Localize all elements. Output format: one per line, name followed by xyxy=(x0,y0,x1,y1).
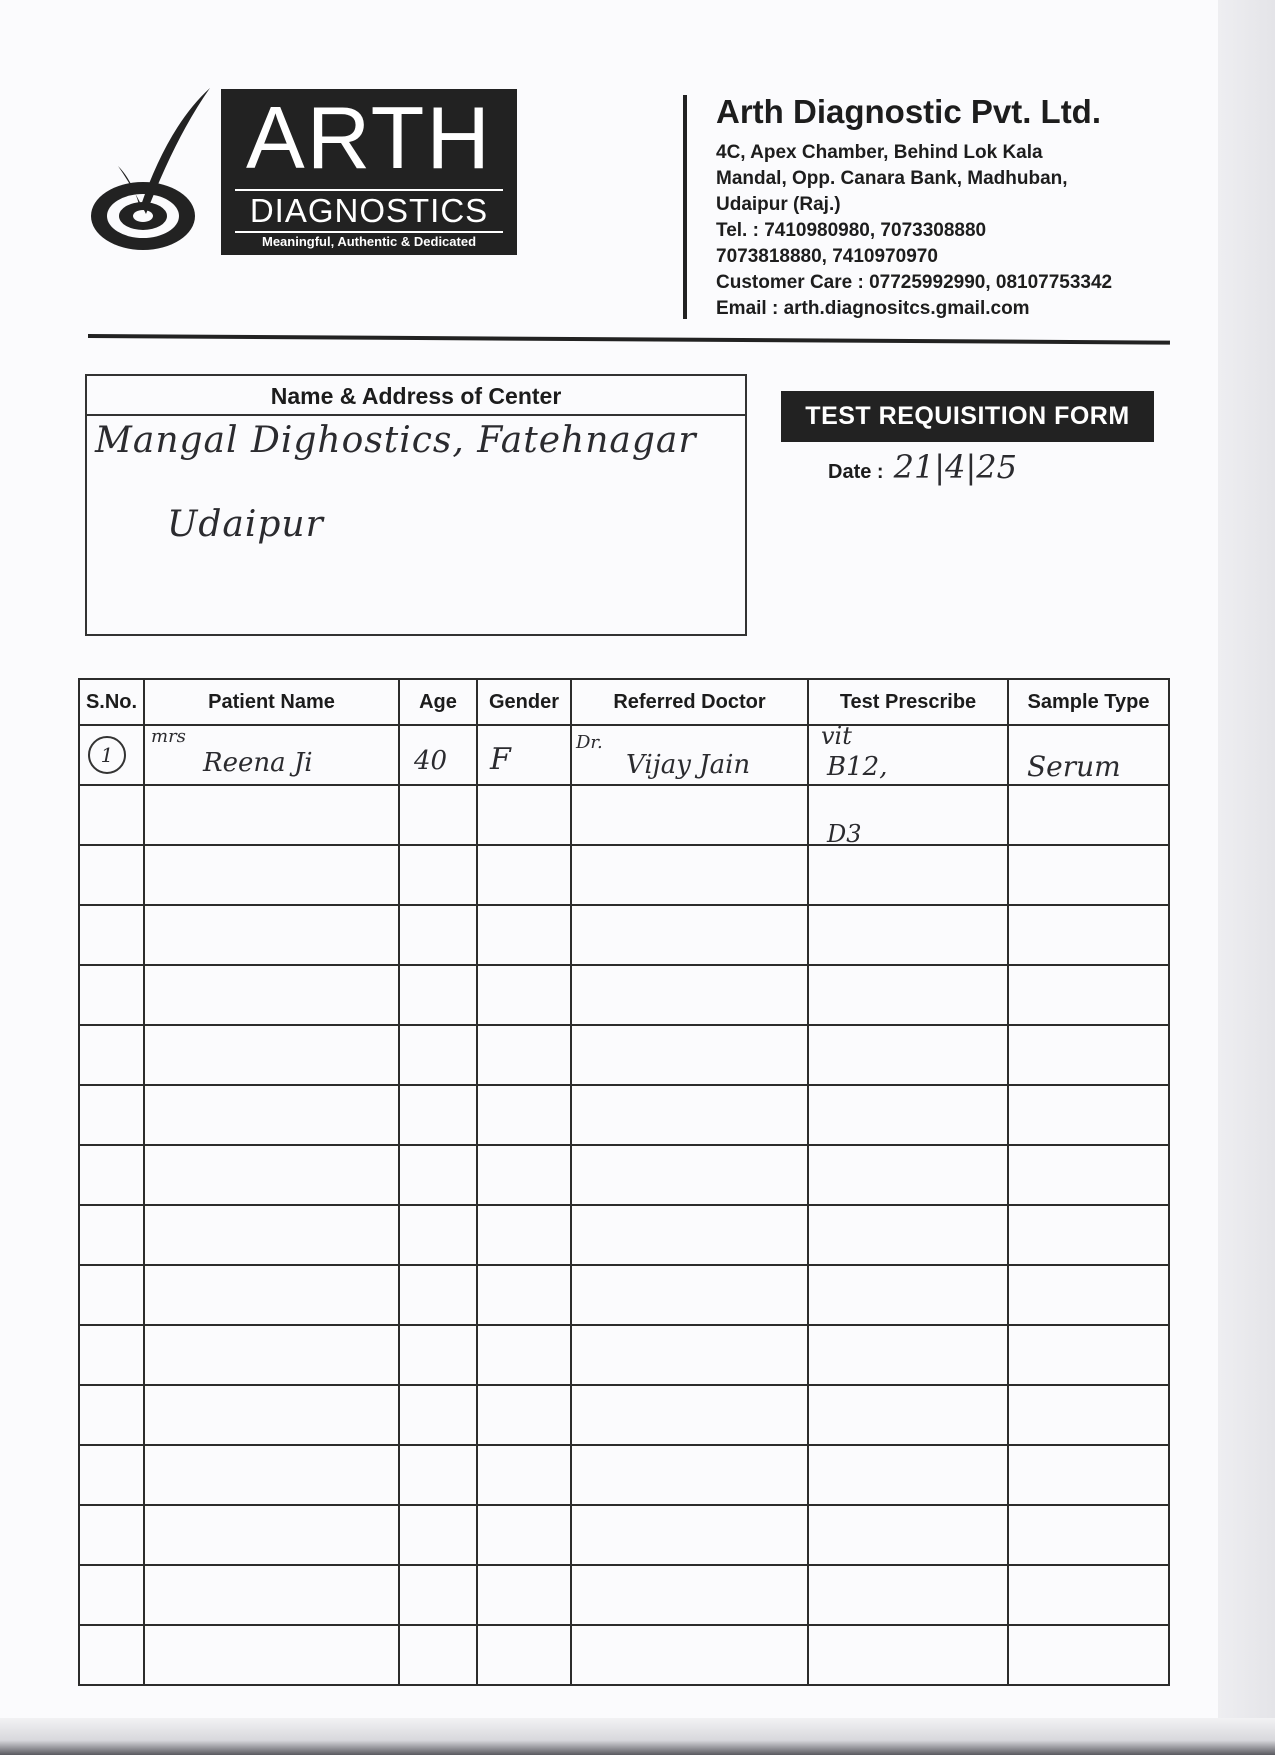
table-cell xyxy=(571,1445,808,1505)
email-line: Email : arth.diagnositcs.gmail.com xyxy=(716,298,1030,319)
table-row xyxy=(79,1565,1169,1625)
table-cell xyxy=(808,1085,1008,1145)
cell-age xyxy=(399,725,477,785)
table-cell xyxy=(808,845,1008,905)
table-cell xyxy=(808,1265,1008,1325)
table-cell xyxy=(571,1205,808,1265)
table-row xyxy=(79,725,1169,785)
table-cell xyxy=(399,845,477,905)
table-cell xyxy=(399,1565,477,1625)
cell-patient-name xyxy=(144,725,399,785)
table-cell xyxy=(477,1325,571,1385)
table-cell xyxy=(399,1265,477,1325)
table-cell xyxy=(808,1565,1008,1625)
test-line: vit xyxy=(821,722,852,750)
scan-edge xyxy=(0,1718,1275,1755)
company-info xyxy=(716,92,1112,322)
table-row xyxy=(79,1265,1169,1325)
table-cell xyxy=(571,845,808,905)
table-cell xyxy=(144,1265,399,1325)
table-cell xyxy=(571,965,808,1025)
table-cell xyxy=(477,1625,571,1685)
table-cell xyxy=(477,1385,571,1445)
table-cell xyxy=(1008,1145,1169,1205)
column-header: S.No. xyxy=(79,679,144,725)
company-name: Arth Diagnostic Pvt. Ltd. xyxy=(716,93,1102,130)
table-header-row xyxy=(79,679,1169,725)
table-cell xyxy=(808,1385,1008,1445)
table-cell xyxy=(477,1445,571,1505)
table-cell xyxy=(808,1025,1008,1085)
table-cell xyxy=(144,1445,399,1505)
doctor-name: Vijay Jain xyxy=(626,750,751,780)
table-cell xyxy=(144,1625,399,1685)
table-cell xyxy=(571,905,808,965)
doctor-prefix: Dr. xyxy=(576,732,603,753)
table-cell xyxy=(144,1085,399,1145)
test-line: B12, xyxy=(827,752,888,782)
table-cell xyxy=(399,1085,477,1145)
table-cell xyxy=(1008,1625,1169,1685)
table-cell xyxy=(808,1205,1008,1265)
table-cell xyxy=(144,965,399,1025)
table-cell xyxy=(144,1505,399,1565)
table-row xyxy=(79,845,1169,905)
table-cell xyxy=(79,1025,144,1085)
phone-line: 7073818880, 7410970970 xyxy=(716,246,938,267)
table-cell xyxy=(571,1145,808,1205)
center-heading: Name & Address of Center xyxy=(87,376,745,416)
age-value: 40 xyxy=(414,746,448,776)
date-label: Date : xyxy=(828,461,884,483)
table-cell xyxy=(477,965,571,1025)
table-cell xyxy=(79,785,144,845)
table-cell xyxy=(79,1145,144,1205)
table-row xyxy=(79,905,1169,965)
table-cell xyxy=(79,1625,144,1685)
logo-rule xyxy=(235,189,503,191)
table-row xyxy=(79,1025,1169,1085)
table-cell xyxy=(571,1325,808,1385)
cell-gender xyxy=(477,725,571,785)
table-row xyxy=(79,965,1169,1025)
table-cell xyxy=(1008,1085,1169,1145)
patient-name: Reena Ji xyxy=(203,748,313,778)
center-address-box xyxy=(85,374,747,636)
table-cell xyxy=(144,1385,399,1445)
table-cell xyxy=(399,1325,477,1385)
table-cell xyxy=(1008,845,1169,905)
table-cell xyxy=(144,905,399,965)
target-check-logo-icon xyxy=(88,86,213,256)
table-cell xyxy=(79,905,144,965)
table-cell xyxy=(1008,1385,1169,1445)
table-cell xyxy=(477,785,571,845)
cell-sno xyxy=(79,725,144,785)
table-cell xyxy=(571,1505,808,1565)
table-cell xyxy=(571,1025,808,1085)
table-cell xyxy=(79,965,144,1025)
table-cell xyxy=(477,845,571,905)
table-cell xyxy=(1008,1265,1169,1325)
table-cell xyxy=(477,1145,571,1205)
table-row xyxy=(79,1145,1169,1205)
test-line: D3 xyxy=(827,820,862,848)
center-name-handwritten: Mangal Dighostics, Fatehnagar xyxy=(95,420,697,461)
gender-value: F xyxy=(490,742,511,777)
sno-value: 1 xyxy=(88,736,126,774)
table-cell xyxy=(808,1145,1008,1205)
date-row xyxy=(828,448,1017,486)
logo-tagline: Meaningful, Authentic & Dedicated xyxy=(261,234,477,249)
table-cell xyxy=(808,1325,1008,1385)
header-divider xyxy=(683,95,687,319)
logo-rule xyxy=(235,231,503,233)
table-cell xyxy=(399,1025,477,1085)
table-row xyxy=(79,785,1169,845)
table-cell xyxy=(144,1145,399,1205)
table-cell xyxy=(808,965,1008,1025)
table-cell xyxy=(399,1145,477,1205)
table-cell xyxy=(477,1505,571,1565)
table-cell xyxy=(144,1565,399,1625)
table-cell xyxy=(477,1205,571,1265)
cell-test xyxy=(808,722,1008,785)
table-row xyxy=(79,1205,1169,1265)
patient-table xyxy=(78,678,1168,1686)
column-header: Gender xyxy=(477,679,571,725)
phone-line: Tel. : 7410980980, 7073308880 xyxy=(716,220,987,241)
table-cell xyxy=(399,1445,477,1505)
table-cell xyxy=(571,1565,808,1625)
table-cell xyxy=(571,785,808,845)
center-city-handwritten: Udaipur xyxy=(167,504,324,545)
table-cell xyxy=(1008,905,1169,965)
table-cell xyxy=(808,1445,1008,1505)
table-row xyxy=(79,1085,1169,1145)
table-cell xyxy=(399,965,477,1025)
table-cell xyxy=(1008,785,1169,845)
logo-word: ARTH xyxy=(246,88,492,187)
column-header: Referred Doctor xyxy=(571,679,808,725)
logo-sub: DIAGNOSTICS xyxy=(249,192,489,229)
table-cell xyxy=(808,1505,1008,1565)
address-line: 4C, Apex Chamber, Behind Lok Kala xyxy=(716,142,1043,163)
table-cell xyxy=(1008,1505,1169,1565)
table-cell xyxy=(79,1385,144,1445)
table-cell xyxy=(144,785,399,845)
header-rule xyxy=(88,334,1170,345)
table-cell xyxy=(477,1565,571,1625)
table-cell xyxy=(477,1265,571,1325)
table-cell xyxy=(1008,1205,1169,1265)
table-cell xyxy=(1008,1445,1169,1505)
table-cell xyxy=(79,1505,144,1565)
table-cell xyxy=(399,1505,477,1565)
column-header: Patient Name xyxy=(144,679,399,725)
table-cell xyxy=(79,1565,144,1625)
cell-sample xyxy=(1008,725,1169,785)
table-cell xyxy=(144,845,399,905)
table-row xyxy=(79,1385,1169,1445)
table-cell xyxy=(144,1205,399,1265)
table-cell xyxy=(571,1625,808,1685)
table-cell xyxy=(399,1385,477,1445)
patient-title: mrs xyxy=(151,726,186,747)
table-row xyxy=(79,1505,1169,1565)
table-cell xyxy=(1008,965,1169,1025)
table-cell xyxy=(79,845,144,905)
table-cell xyxy=(79,1265,144,1325)
table-cell xyxy=(79,1205,144,1265)
table-row xyxy=(79,1625,1169,1685)
table-cell xyxy=(477,1025,571,1085)
table-cell xyxy=(477,1085,571,1145)
sample-value: Serum xyxy=(1027,750,1121,783)
form-title: TEST REQUISITION FORM xyxy=(781,391,1154,442)
column-header: Age xyxy=(399,679,477,725)
table-cell xyxy=(79,1325,144,1385)
table-cell xyxy=(571,1385,808,1445)
table-cell xyxy=(571,1085,808,1145)
cell-doctor xyxy=(571,725,808,785)
table-cell xyxy=(79,1085,144,1145)
table-cell xyxy=(1008,1325,1169,1385)
scan-margin xyxy=(1218,0,1275,1718)
logo-wordmark xyxy=(221,89,517,255)
table-cell xyxy=(399,905,477,965)
table-row xyxy=(79,1325,1169,1385)
column-header: Test Prescribe xyxy=(808,679,1008,725)
table-cell xyxy=(477,905,571,965)
cell-test xyxy=(808,785,1008,848)
table-cell xyxy=(144,1325,399,1385)
column-header: Sample Type xyxy=(1008,679,1169,725)
table-cell xyxy=(399,785,477,845)
table-row xyxy=(79,1445,1169,1505)
table-cell xyxy=(808,905,1008,965)
table-cell xyxy=(1008,1025,1169,1085)
table-cell xyxy=(571,1265,808,1325)
address-line: Udaipur (Raj.) xyxy=(716,194,841,215)
table-cell xyxy=(399,1625,477,1685)
table-cell xyxy=(144,1025,399,1085)
date-value-handwritten: 21|4|25 xyxy=(893,448,1017,486)
address-line: Mandal, Opp. Canara Bank, Madhuban, xyxy=(716,168,1068,189)
table-cell xyxy=(79,1445,144,1505)
table-cell xyxy=(399,1205,477,1265)
customer-care-line: Customer Care : 07725992990, 08107753342 xyxy=(716,272,1113,293)
table-cell xyxy=(1008,1565,1169,1625)
table-cell xyxy=(808,1625,1008,1685)
